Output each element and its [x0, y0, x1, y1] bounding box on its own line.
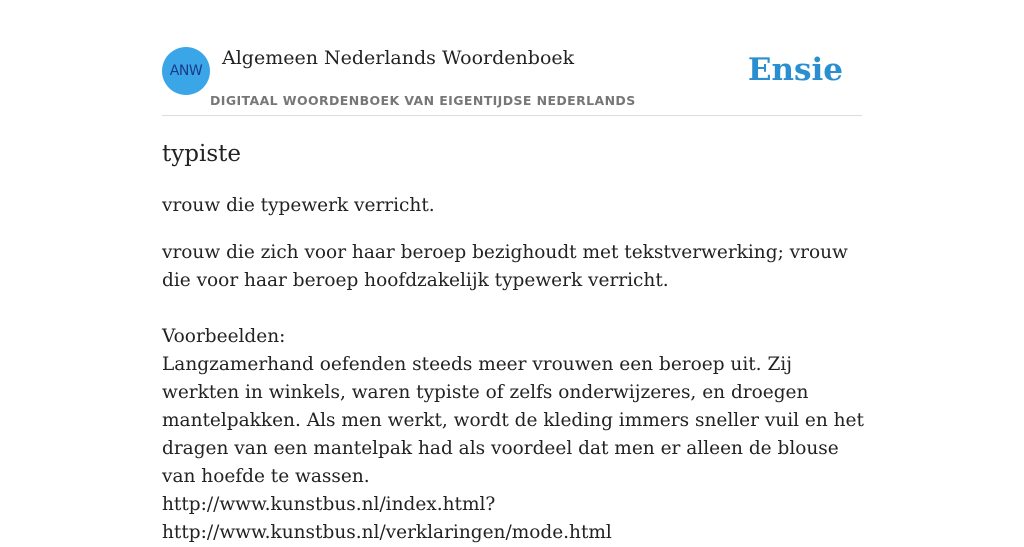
ensie-brand-logo[interactable]: Ensie [747, 52, 843, 88]
site-title[interactable]: Algemeen Nederlands Woordenboek [222, 47, 575, 69]
source-link[interactable]: http://www.kunstbus.nl/verklaringen/mode.html [162, 522, 612, 543]
paragraph-gap [162, 295, 868, 323]
examples-label: Voorbeelden: [162, 326, 286, 347]
short-definition: vrouw die typewerk verricht. [162, 195, 435, 216]
entry-headword: typiste [162, 141, 241, 167]
site-subtitle: DIGITAAL WOORDENBOEK VAN EIGENTIJDSE NEDERLANDS [210, 93, 636, 108]
example-text: Langzamerhand oefenden steeds meer vrouwen een beroep uit. Zij werkten in winkels, waren typiste of zelfs onderwijzeres, en droegen mantelpakken. Als men werkt, wordt de kleding immers sneller vuil en het dragen van een mantelpak had als voordeel dat men er alleen de blouse van hoefde te wassen. [162, 354, 864, 487]
anw-logo[interactable]: ANW [162, 47, 210, 95]
source-link[interactable]: http://www.kunstbus.nl/index.html? [162, 494, 496, 515]
entry-body [162, 239, 868, 547]
long-definition: vrouw die zich voor haar beroep bezighoudt met tekstverwerking; vrouw die voor haar beroep hoofdzakelijk typewerk verricht. [162, 242, 848, 291]
header-divider [162, 115, 862, 116]
